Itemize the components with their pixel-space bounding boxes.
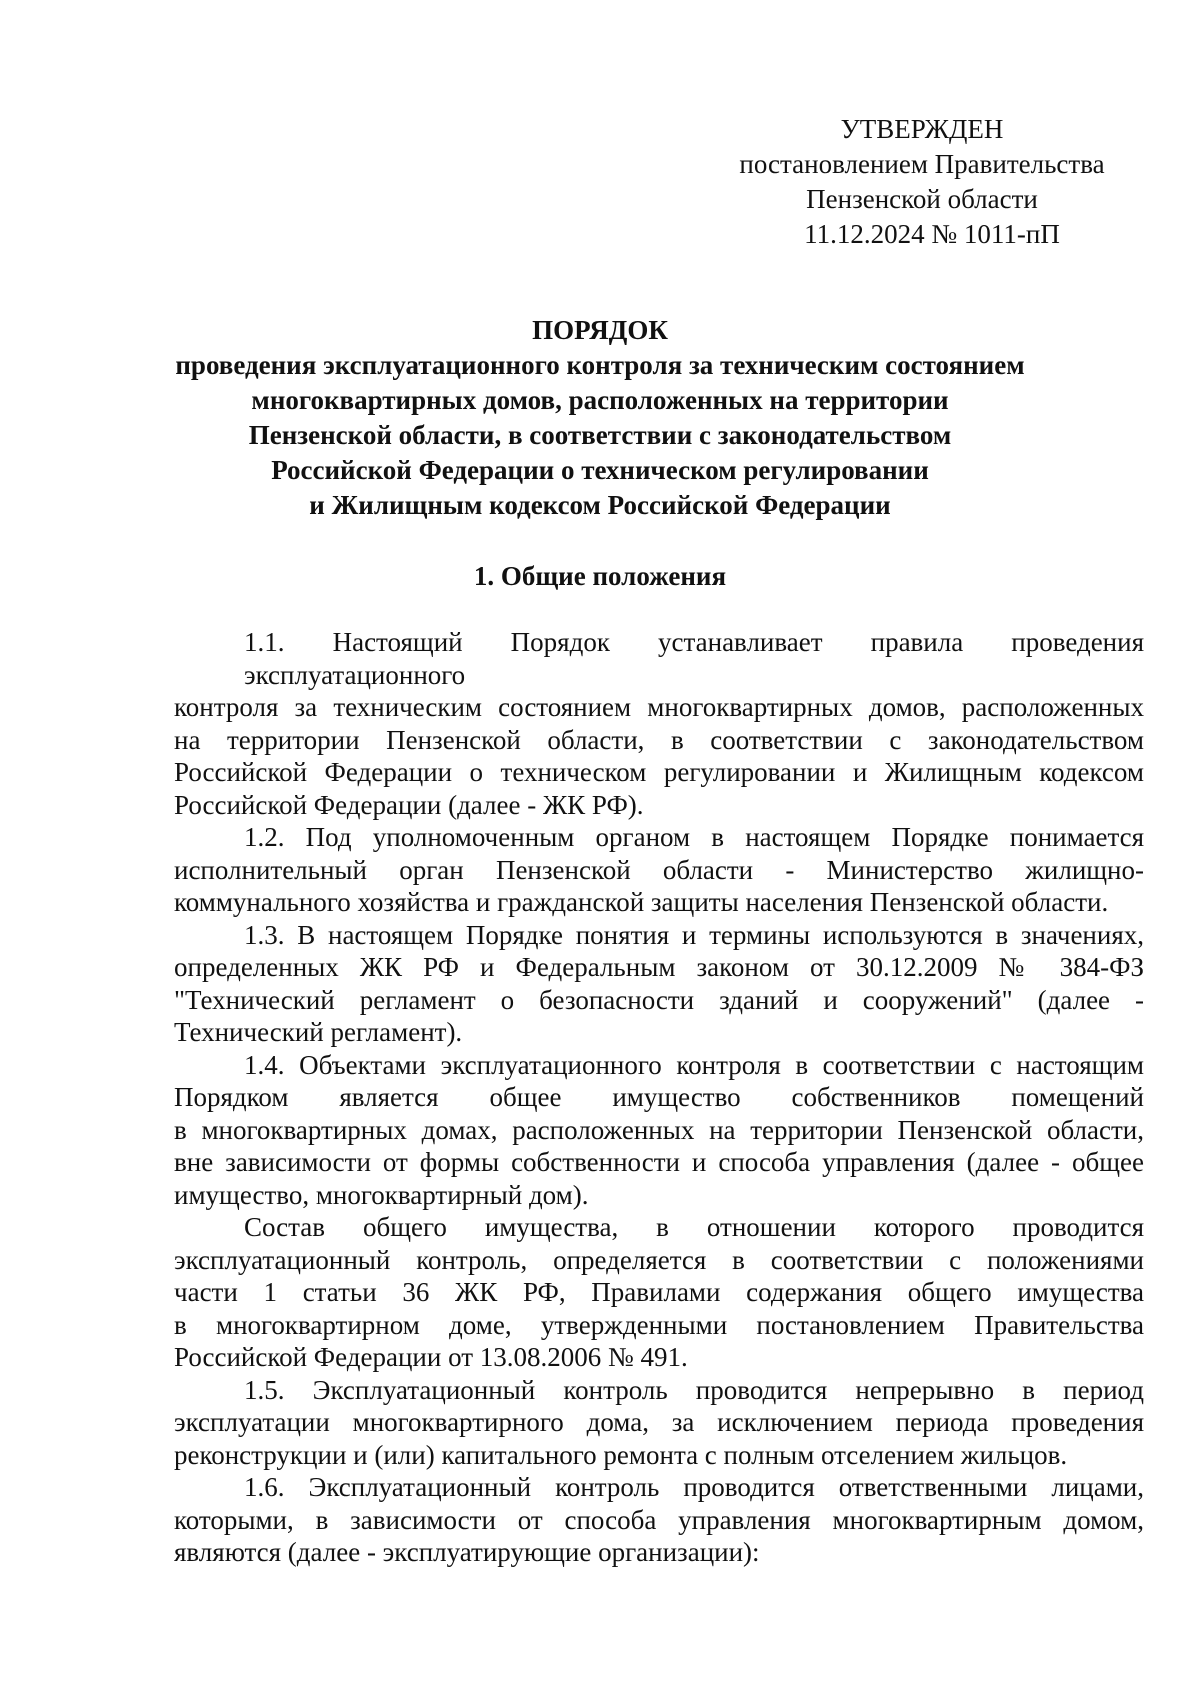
section-heading: 1. Общие положения — [473, 561, 727, 591]
paragraph-1-2 — [174, 821, 1144, 919]
paragraph-1-1 — [174, 626, 1144, 821]
text-line: вне зависимости от формы собственности и способа управления (далее - общее — [174, 1147, 1144, 1177]
text-line: Порядком является общее имущество собственников помещений — [174, 1082, 1144, 1112]
text-line: коммунального хозяйства и гражданской защиты населения Пензенской области. — [174, 887, 1109, 917]
approval-region: Пензенской области — [806, 184, 1038, 214]
text-line: в многоквартирном доме, утвержденными постановлением Правительства — [174, 1309, 1144, 1340]
title-line: многоквартирных домов, расположенных на территории — [251, 385, 949, 415]
approval-date-number: 11.12.2024 № 1011-пП — [804, 219, 1060, 249]
approval-authority: постановлением Правительства — [739, 149, 1105, 179]
paragraph-1-6 — [174, 1471, 1144, 1569]
section-body — [174, 626, 1144, 1569]
paragraph-composition — [174, 1211, 1144, 1374]
approval-status: УТВЕРЖДЕН — [840, 114, 1004, 144]
text-line: в многоквартирных домах, расположенных на территории Пензенской области, — [174, 1114, 1144, 1145]
text-line: 1.2. Под уполномоченным органом в настоящем Порядке понимается — [244, 822, 1144, 852]
title-line: Пензенской области, в соответствии с законодательством — [248, 420, 952, 450]
title-line: и Жилищным кодексом Российской Федерации — [309, 490, 891, 520]
paragraph-1-4 — [174, 1049, 1144, 1212]
text-line: части 1 статьи 36 ЖК РФ, Правилами содержания общего имущества — [174, 1277, 1144, 1307]
text-line: контроля за техническим состоянием многоквартирных домов, расположенных — [174, 692, 1144, 722]
text-line: 1.1. Настоящий Порядок устанавливает правила проведения эксплуатационного — [244, 627, 1144, 690]
paragraph-1-5 — [174, 1374, 1144, 1472]
title-line: Российской Федерации о техническом регулировании — [271, 455, 929, 485]
text-line: эксплуатационный контроль, определяется в соответствии с положениями — [174, 1244, 1144, 1275]
text-line: Российской Федерации о техническом регулировании и Жилищным кодексом — [174, 757, 1144, 787]
paragraph-1-3 — [174, 919, 1144, 1049]
text-line: которыми, в зависимости от способа управления многоквартирным домом, — [174, 1504, 1144, 1535]
text-line: "Технический регламент о безопасности зданий и сооружений" (далее - — [174, 984, 1144, 1015]
document-title — [150, 313, 1050, 523]
text-line: имущество, многоквартирный дом). — [174, 1179, 589, 1210]
text-line: Российской Федерации от 13.08.2006 № 491. — [174, 1342, 688, 1372]
text-line: эксплуатации многоквартирного дома, за исключением периода проведения — [174, 1407, 1144, 1437]
title-heading: ПОРЯДОК — [532, 315, 668, 345]
approval-stamp — [700, 112, 1144, 252]
text-line: на территории Пензенской области, в соответствии с законодательством — [174, 724, 1144, 755]
text-line: Российской Федерации (далее - ЖК РФ). — [174, 789, 644, 820]
title-line: проведения эксплуатационного контроля за техническим состоянием — [175, 350, 1025, 380]
text-line: исполнительный орган Пензенской области - Министерство жилищно- — [174, 854, 1144, 885]
text-line: 1.4. Объектами эксплуатационного контроля в соответствии с настоящим — [244, 1049, 1144, 1080]
text-line: являются (далее - эксплуатирующие организации): — [174, 1537, 760, 1567]
text-line: определенных ЖК РФ и Федеральным законом от 30.12.2009 № 384-ФЗ — [174, 952, 1144, 982]
text-line: 1.5. Эксплуатационный контроль проводится непрерывно в период — [244, 1374, 1144, 1405]
text-line: Состав общего имущества, в отношении которого проводится — [244, 1212, 1144, 1242]
text-line: реконструкции и (или) капитального ремонта с полным отселением жильцов. — [174, 1439, 1068, 1470]
text-line: 1.3. В настоящем Порядке понятия и термины используются в значениях, — [244, 919, 1144, 950]
text-line: Технический регламент). — [174, 1017, 463, 1047]
text-line: 1.6. Эксплуатационный контроль проводится ответственными лицами, — [244, 1472, 1144, 1502]
